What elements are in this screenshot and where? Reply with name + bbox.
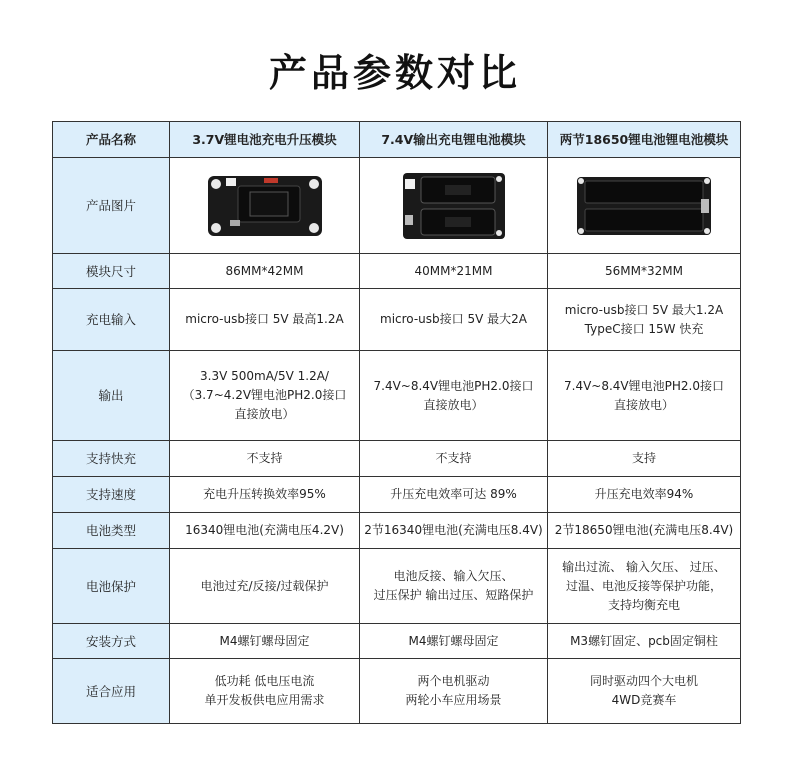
- row-label: 输出: [53, 351, 170, 441]
- cell: 输出过流、 输入欠压、 过压、 过温、电池反接等保护功能， 支持均衡充电: [548, 549, 741, 624]
- header-row: [53, 122, 741, 158]
- product-name-3: 两节18650锂电池锂电池模块: [548, 122, 741, 158]
- cell: micro-usb接口 5V 最大2A: [360, 289, 548, 351]
- row-size: [53, 254, 741, 289]
- product-name-1: 3.7V锂电池充电升压模块: [170, 122, 360, 158]
- image-row: [53, 158, 741, 254]
- row-speed: [53, 477, 741, 513]
- row-label: 安装方式: [53, 624, 170, 659]
- row-battery-protection: [53, 549, 741, 624]
- row-charge-input: [53, 289, 741, 351]
- product-image-1: [170, 158, 360, 254]
- row-label: 电池类型: [53, 513, 170, 549]
- cell: 86MM*42MM: [170, 254, 360, 289]
- cell: micro-usb接口 5V 最高1.2A: [170, 289, 360, 351]
- cell: M4螺钉螺母固定: [170, 624, 360, 659]
- page-title: 产品参数对比: [268, 51, 521, 95]
- header-label: 产品名称: [53, 122, 170, 158]
- cell: 电池反接、输入欠压、 过压保护 输出过压、短路保护: [360, 549, 548, 624]
- row-application: [53, 659, 741, 724]
- cell: 16340锂电池(充满电压4.2V): [170, 513, 360, 549]
- comparison-table: [52, 121, 741, 724]
- cell: micro-usb接口 5V 最大1.2A TypeC接口 15W 快充: [548, 289, 741, 351]
- cell: 同时驱动四个大电机 4WD竞赛车: [548, 659, 741, 724]
- cell: M4螺钉螺母固定: [360, 624, 548, 659]
- product-name-2: 7.4V输出充电锂电池模块: [360, 122, 548, 158]
- cell: 56MM*32MM: [548, 254, 741, 289]
- cell: 7.4V~8.4V锂电池PH2.0接口 直接放电）: [360, 351, 548, 441]
- row-label: 模块尺寸: [53, 254, 170, 289]
- cell: M3螺钉固定、pcb固定铜柱: [548, 624, 741, 659]
- row-label: 适合应用: [53, 659, 170, 724]
- cell: 升压充电效率可达 89%: [360, 477, 548, 513]
- product-image-3: [548, 158, 741, 254]
- row-battery-type: [53, 513, 741, 549]
- cell: 2节16340锂电池(充满电压8.4V): [360, 513, 548, 549]
- cell: 7.4V~8.4V锂电池PH2.0接口 直接放电）: [548, 351, 741, 441]
- cell: 2节18650锂电池(充满电压8.4V): [548, 513, 741, 549]
- row-output: [53, 351, 741, 441]
- cell: 不支持: [360, 441, 548, 477]
- product-image-2: [360, 158, 548, 254]
- row-label: 产品图片: [53, 158, 170, 254]
- row-mounting: [53, 624, 741, 659]
- cell: 升压充电效率94%: [548, 477, 741, 513]
- cell: 两个电机驱动 两轮小车应用场景: [360, 659, 548, 724]
- cell: 不支持: [170, 441, 360, 477]
- cell: 3.3V 500mA/5V 1.2A/ （3.7~4.2V锂电池PH2.0接口 直接放电）: [170, 351, 360, 441]
- cell: 低功耗 低电压电流 单开发板供电应用需求: [170, 659, 360, 724]
- row-label: 充电输入: [53, 289, 170, 351]
- row-label: 电池保护: [53, 549, 170, 624]
- cell: 40MM*21MM: [360, 254, 548, 289]
- cell: 电池过充/反接/过载保护: [170, 549, 360, 624]
- row-label: 支持速度: [53, 477, 170, 513]
- row-fast-charge: [53, 441, 741, 477]
- row-label: 支持快充: [53, 441, 170, 477]
- cell: 支持: [548, 441, 741, 477]
- cell: 充电升压转换效率95%: [170, 477, 360, 513]
